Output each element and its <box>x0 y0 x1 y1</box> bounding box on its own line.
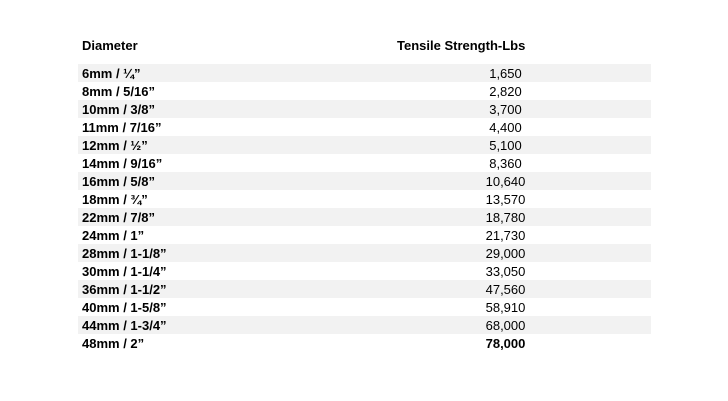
cell-tensile-strength: 3,700 <box>489 101 522 117</box>
table-row <box>78 208 651 226</box>
table-row <box>78 244 651 262</box>
cell-tensile-strength: 5,100 <box>489 137 522 153</box>
cell-diameter: 30mm / 1-1/4” <box>82 263 167 279</box>
table-row <box>78 262 651 280</box>
cell-tensile-strength: 47,560 <box>485 281 526 297</box>
table-row <box>78 172 651 190</box>
cell-tensile-strength: 2,820 <box>489 83 522 99</box>
cell-tensile-strength: 29,000 <box>485 245 526 261</box>
table-row <box>78 118 651 136</box>
table-row <box>78 298 651 316</box>
cell-tensile-strength: 13,570 <box>485 191 526 207</box>
table-row <box>78 154 651 172</box>
header-diameter: Diameter <box>82 37 138 53</box>
table-row <box>78 226 651 244</box>
cell-diameter: 6mm / ¼” <box>82 65 141 81</box>
cell-tensile-strength: 10,640 <box>485 173 526 189</box>
cell-diameter: 11mm / 7/16” <box>82 119 162 135</box>
cell-tensile-strength: 21,730 <box>485 227 526 243</box>
cell-tensile-strength: 33,050 <box>485 263 526 279</box>
cell-diameter: 40mm / 1-5/8” <box>82 299 167 315</box>
cell-diameter: 44mm / 1-3/4” <box>82 317 167 333</box>
header-tensile-strength: Tensile Strength-Lbs <box>397 37 526 53</box>
cell-diameter: 48mm / 2” <box>82 335 145 351</box>
cell-tensile-strength: 8,360 <box>489 155 522 171</box>
table-row <box>78 64 651 82</box>
cell-diameter: 14mm / 9/16” <box>82 155 163 171</box>
tensile-strength-table <box>78 36 651 352</box>
cell-diameter: 8mm / 5/16” <box>82 83 155 99</box>
table-body <box>78 64 651 352</box>
cell-diameter: 18mm / ¾” <box>82 191 148 207</box>
cell-tensile-strength: 78,000 <box>485 335 526 351</box>
cell-tensile-strength: 68,000 <box>485 317 526 333</box>
cell-diameter: 24mm / 1” <box>82 227 145 243</box>
table-row <box>78 190 651 208</box>
cell-tensile-strength: 4,400 <box>489 119 522 135</box>
cell-diameter: 28mm / 1-1/8” <box>82 245 167 261</box>
cell-tensile-strength: 58,910 <box>485 299 526 315</box>
cell-tensile-strength: 1,650 <box>489 65 522 81</box>
cell-diameter: 36mm / 1-1/2” <box>82 281 167 297</box>
cell-diameter: 16mm / 5/8” <box>82 173 155 189</box>
table-row <box>78 280 651 298</box>
table-row <box>78 136 651 154</box>
cell-diameter: 22mm / 7/8” <box>82 209 155 225</box>
cell-tensile-strength: 18,780 <box>485 209 526 225</box>
table-row <box>78 100 651 118</box>
cell-diameter: 12mm / ½” <box>82 137 148 153</box>
table-row <box>78 82 651 100</box>
cell-diameter: 10mm / 3/8” <box>82 101 155 117</box>
table-row <box>78 316 651 334</box>
table-row <box>78 334 651 352</box>
table-header <box>78 36 651 54</box>
